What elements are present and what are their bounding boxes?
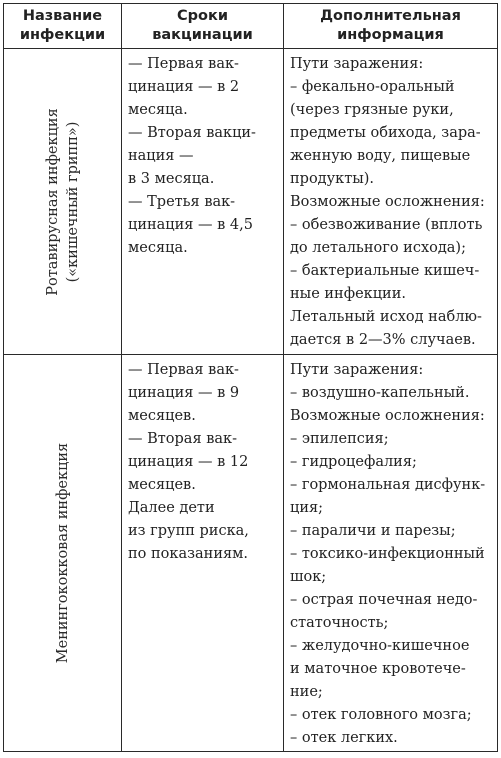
- schedule-line: месяцев.: [128, 477, 196, 493]
- info-text: [284, 49, 497, 352]
- schedule-line: по показаниям.: [128, 546, 249, 562]
- info-line: – эпилепсия;: [290, 431, 389, 447]
- schedule-line: из групп риска,: [128, 523, 249, 539]
- header-additional-info-line: Дополнительная: [320, 8, 461, 24]
- header-vaccination-schedule: [122, 4, 284, 49]
- info-line: – отек головного мозга;: [290, 707, 472, 723]
- infection-name-line: Менингококковая инфекция: [54, 442, 71, 664]
- schedule-line: нация —: [128, 148, 194, 164]
- schedule-line: — Первая вак-: [128, 362, 239, 378]
- info-cell: [284, 49, 498, 355]
- infection-name-rotavirus: [43, 108, 83, 295]
- schedule-line: месяца.: [128, 240, 188, 256]
- info-line: – отек легких.: [290, 730, 398, 746]
- schedule-line: цинация — в 2: [128, 79, 240, 95]
- header-infection-name-line: инфекции: [19, 27, 106, 43]
- schedule-line: — Третья вак-: [128, 194, 236, 210]
- header-vaccination-schedule-line: Сроки: [177, 8, 228, 24]
- table-row: [4, 49, 498, 355]
- header-additional-info-line: информация: [337, 27, 444, 43]
- infection-name-meningococcal: [53, 443, 73, 663]
- info-line: продукты).: [290, 171, 375, 187]
- schedule-line: в 3 месяца.: [128, 171, 215, 187]
- header-row: [4, 4, 498, 49]
- info-line: дается в 2—3% случаев.: [290, 332, 476, 348]
- info-line: – фекально-оральный: [290, 79, 455, 95]
- schedule-line: месяцев.: [128, 408, 196, 424]
- info-line: – токсико-инфекционный: [290, 546, 485, 562]
- info-line: Летальный исход наблю-: [290, 309, 482, 325]
- info-line: – гидроцефалия;: [290, 454, 417, 470]
- info-line: – острая почечная недо-: [290, 592, 478, 608]
- infection-name-cell: [4, 355, 122, 752]
- schedule-line: цинация — в 9: [128, 385, 240, 401]
- infection-name-cell: [4, 49, 122, 355]
- table-row: [4, 355, 498, 752]
- schedule-text: [122, 49, 283, 260]
- schedule-line: месяца.: [128, 102, 188, 118]
- info-line: – бактериальные кишеч-: [290, 263, 480, 279]
- info-line: Пути заражения:: [290, 56, 424, 72]
- header-infection-name: [4, 4, 122, 49]
- schedule-line: цинация — в 12: [128, 454, 249, 470]
- info-line: – желудочно-кишечное: [290, 638, 470, 654]
- schedule-line: Далее дети: [128, 500, 215, 516]
- info-line: – воздушно-капельный.: [290, 385, 470, 401]
- info-line: Пути заражения:: [290, 362, 424, 378]
- info-line: ние;: [290, 684, 323, 700]
- header-infection-name-line: Название: [22, 8, 103, 24]
- info-line: статочность;: [290, 615, 389, 631]
- schedule-line: цинация — в 4,5: [128, 217, 253, 233]
- info-line: женную воду, пищевые: [290, 148, 471, 164]
- info-text: [284, 355, 497, 750]
- info-line: ция;: [290, 500, 324, 516]
- header-vaccination-schedule-line: вакцинации: [152, 27, 253, 43]
- info-line: (через грязные руки,: [290, 102, 454, 118]
- header-additional-info: [284, 4, 498, 49]
- info-line: шок;: [290, 569, 327, 585]
- info-cell: [284, 355, 498, 752]
- infection-name-line: («кишечный грипп»): [64, 121, 81, 282]
- info-line: до летального исхода);: [290, 240, 466, 256]
- schedule-cell: [122, 355, 284, 752]
- vaccination-table: [3, 3, 498, 752]
- schedule-text: [122, 355, 283, 566]
- info-line: Возможные осложнения:: [290, 408, 485, 424]
- schedule-line: — Первая вак-: [128, 56, 239, 72]
- info-line: – параличи и парезы;: [290, 523, 456, 539]
- info-line: ные инфекции.: [290, 286, 406, 302]
- info-line: и маточное кровотече-: [290, 661, 466, 677]
- infection-name-line: Ротавирусная инфекция: [44, 107, 61, 296]
- info-line: – обезвоживание (вплоть: [290, 217, 483, 233]
- schedule-line: — Вторая вак-: [128, 431, 237, 447]
- info-line: – гормональная дисфунк-: [290, 477, 486, 493]
- info-line: предметы обихода, зара-: [290, 125, 481, 141]
- schedule-cell: [122, 49, 284, 355]
- schedule-line: — Вторая вакци-: [128, 125, 256, 141]
- info-line: Возможные осложнения:: [290, 194, 485, 210]
